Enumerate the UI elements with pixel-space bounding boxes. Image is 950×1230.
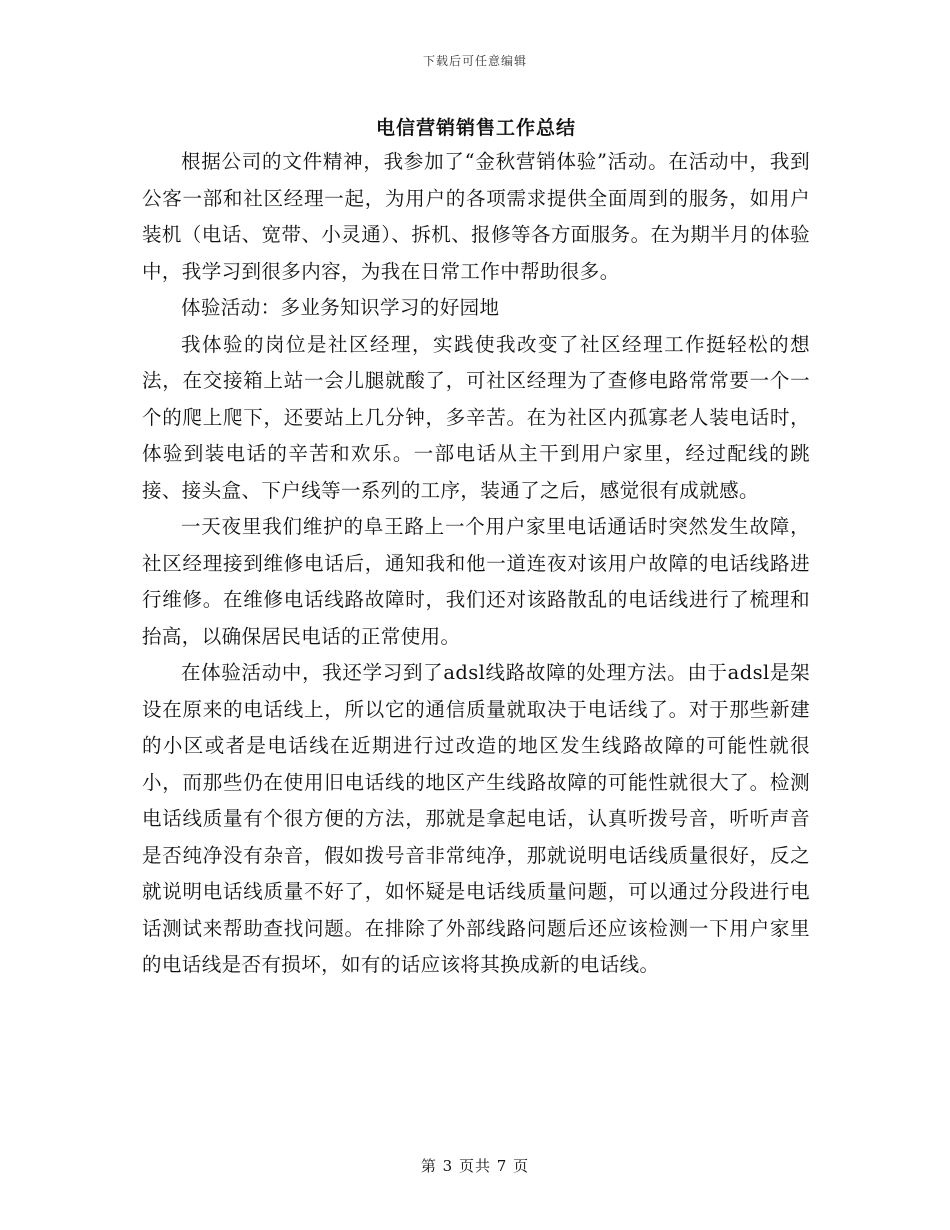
document-title: 电信营销销售工作总结 [375,117,576,139]
document-content [142,112,810,984]
paragraph-night-repair: 一天夜里我们维护的阜王路上一个用户家里电话通话时突然发生故障，社区经理接到维修电话后，通知我和他一道连夜对该用户故障的电话线路进行维修。在维修电话线路故障时，我们还对该路散乱的电话线进行了梳理和抬高，以确保居民电话的正常使用。 [142,515,810,648]
paragraph-adsl: 在体验活动中，我还学习到了adsl线路故障的处理方法。由于adsl是架设在原来的电话线上，所以它的通信质量就取决于电话线了。对于那些新建的小区或者是电话线在近期进行过改造的地区发生线路故障的可能性就很小，而那些仍在使用旧电话线的地区产生线路故障的可能性就很大了。检测电话线质量有个很方便的方法，那就是拿起电话，认真听拨号音，听听声音是否纯净没有杂音，假如拨号音非常纯净，那就说明电话线质量很好，反之就说明电话线质量不好了，如怀疑是电话线质量问题，可以通过分段进行电话测试来帮助查找问题。在排除了外部线路问题后还应该检测一下用户家里的电话线是否有损坏，如有的话应该将其换成新的电话线。 [142,661,810,976]
paragraph-intro: 根据公司的文件精神，我参加了“金秋营销体验”活动。在活动中，我到公客一部和社区经理一起，为用户的各项需求提供全面周到的服务，如用户装机（电话、宽带、小灵通）、拆机、报修等各方面服务。在为期半月的体验中，我学习到很多内容，为我在日常工作中帮助很多。 [142,150,810,283]
paragraph-section-heading: 体验活动：多业务知识学习的好园地 [181,296,500,319]
page-number: 第 3 页共 7 页 [420,1157,530,1175]
header-note: 下载后可任意编辑 [422,54,527,68]
paragraph-community-manager: 我体验的岗位是社区经理，实践使我改变了社区经理工作挺轻松的想法，在交接箱上站一会儿腿就酸了，可社区经理为了查修电路常常要一个一个的爬上爬下，还要站上几分钟，多辛苦。在为社区内孤寡老人装电话时，体验到装电话的辛苦和欢乐。一部电话从主干到用户家里，经过配线的跳接、接头盒、下户线等一系列的工序，装通了之后，感觉很有成就感。 [142,332,810,502]
